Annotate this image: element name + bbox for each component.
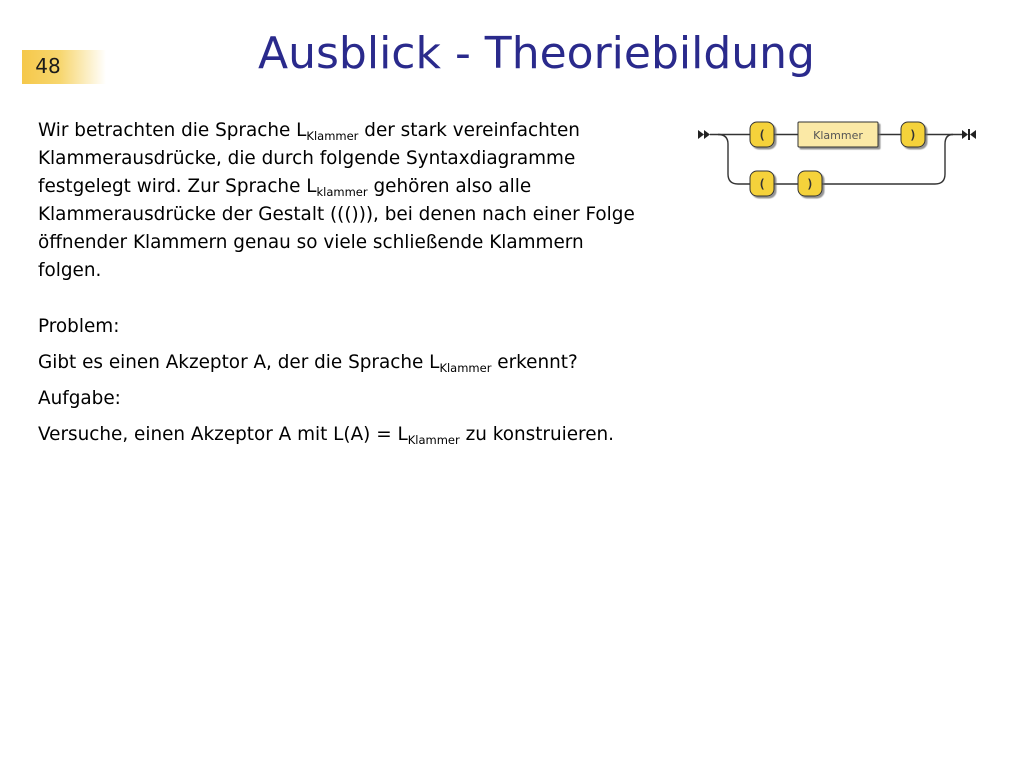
intro-paragraph [38,117,648,285]
intro-text-1: Wir betrachten die Sprache L [38,120,307,141]
problem-text-1: Gibt es einen Akzeptor A, der die Sprache L [38,352,440,373]
task-text [38,421,648,449]
open-paren-label: ( [758,128,766,142]
page-number: 48 [35,54,61,78]
problem-subscript: Klammer [439,361,492,375]
intro-subscript-2: klammer [316,185,368,199]
task-text-2: zu konstruieren. [459,424,615,445]
task-label: Aufgabe: [38,388,121,409]
page-number-box [22,50,106,84]
klammer-label: Klammer [813,129,863,142]
slide-title: Ausblick - Theoriebildung [258,28,815,79]
end-arrow-icon [962,129,976,140]
task-subscript: Klammer [407,433,460,447]
start-arrow-icon [698,130,710,139]
syntax-diagram [694,110,994,210]
close-paren-label: ) [909,128,917,142]
intro-text-2: der stark vereinfachten Klammerausdrücke, die durch folgende Syntaxdiagramme festgelegt wird. Zur Sprache L [38,120,580,197]
problem-question [38,349,648,377]
task-text-1: Versuche, einen Akzeptor A mit L(A) = L [38,424,408,445]
slide-content [38,117,648,457]
problem-label: Problem: [38,316,120,337]
intro-text-3: gehören also alle Klammerausdrücke der Gestalt ((())), bei denen nach einer Folge öffnender Klammern genau so viele schließende Klammern folgen. [38,176,635,281]
intro-subscript-1: Klammer [306,129,359,143]
close-paren-label-bypass: ) [806,177,814,191]
problem-text-2: erkennt? [491,352,578,373]
open-paren-label-bypass: ( [758,177,766,191]
